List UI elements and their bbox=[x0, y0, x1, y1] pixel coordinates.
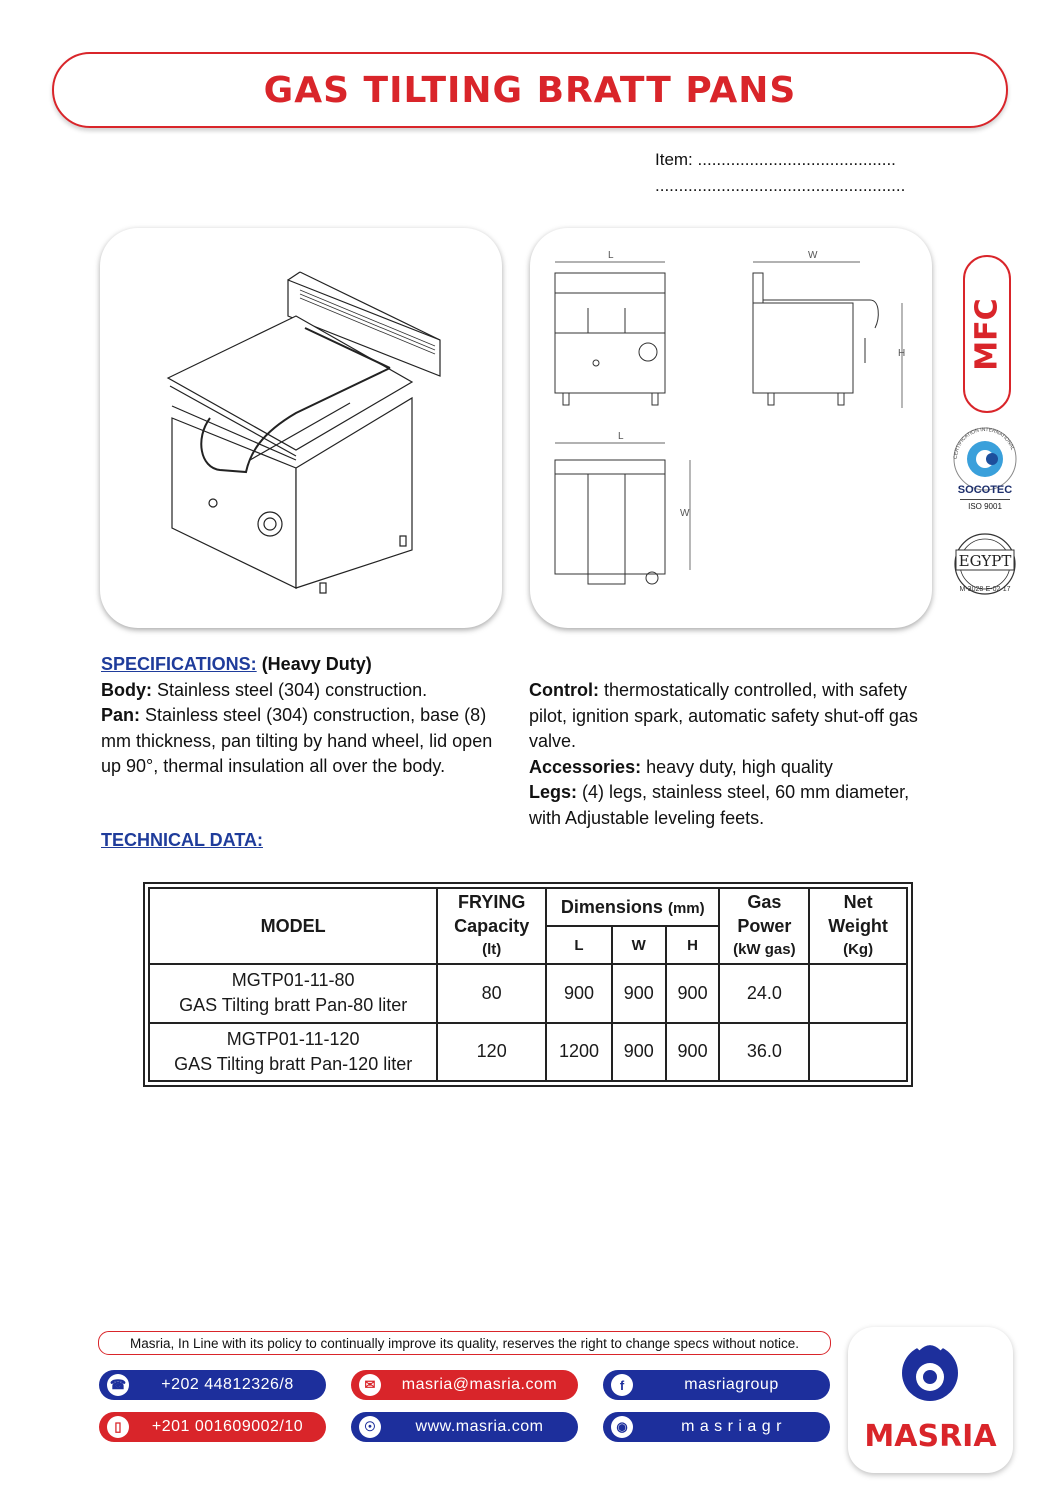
instagram-pill[interactable] bbox=[603, 1412, 830, 1442]
cell-L: 1200 bbox=[546, 1023, 612, 1082]
label-L-front: L bbox=[608, 250, 614, 261]
egypt-badge bbox=[948, 532, 1022, 602]
egypt-code: M-3028-E-02-17 bbox=[959, 586, 1011, 593]
socotec-ring-text: CERTIFICATION INTERNATIONAL bbox=[952, 426, 1016, 460]
cell-model bbox=[149, 1023, 437, 1082]
socotec-text: SOCOTEC bbox=[957, 484, 1013, 496]
spec-legs bbox=[529, 780, 939, 831]
phone-icon: ☎ bbox=[107, 1374, 129, 1396]
brand-name: MASRIA bbox=[864, 1419, 997, 1454]
socotec-badge bbox=[948, 422, 1022, 514]
cell-H: 900 bbox=[666, 964, 720, 1023]
header-gas-1: Gas bbox=[747, 892, 782, 912]
label-W-side: W bbox=[808, 250, 818, 261]
specifications-heading-line bbox=[101, 652, 496, 678]
header-model: MODEL bbox=[149, 888, 437, 964]
technical-data-heading: TECHNICAL DATA: bbox=[101, 830, 263, 850]
facebook: masriagroup bbox=[684, 1376, 779, 1393]
item-field bbox=[655, 150, 896, 170]
technical-drawing-panel bbox=[530, 228, 932, 628]
cell-capacity: 120 bbox=[437, 1023, 546, 1082]
masria-logo-box bbox=[848, 1327, 1013, 1473]
header-net-1: Net bbox=[843, 892, 873, 912]
header-gas bbox=[719, 888, 809, 964]
model-code: MGTP01-11-80 bbox=[231, 970, 355, 991]
email-pill[interactable] bbox=[351, 1370, 578, 1400]
header-L: L bbox=[546, 926, 612, 964]
spec-accessories-text: heavy duty, high quality bbox=[641, 756, 833, 777]
spec-pan bbox=[101, 703, 496, 780]
footer-notice: Masria, In Line with its policy to continually improve its quality, reserves the right to change specs without notice. bbox=[98, 1331, 831, 1355]
mobile-icon: ▯ bbox=[107, 1416, 129, 1438]
title-banner bbox=[52, 52, 1008, 128]
technical-data-table bbox=[148, 887, 908, 1082]
table-header-row bbox=[149, 888, 907, 926]
header-net-2: Weight bbox=[828, 916, 888, 936]
table-row bbox=[149, 964, 907, 1023]
cell-weight bbox=[809, 1023, 907, 1082]
header-frying-unit: (lt) bbox=[482, 941, 502, 958]
model-desc: GAS Tilting bratt Pan-80 liter bbox=[179, 995, 408, 1016]
iso-text: ISO 9001 bbox=[960, 499, 1010, 511]
phone-1: +202 44812326/8 bbox=[161, 1376, 294, 1393]
model-code: MGTP01-11-120 bbox=[226, 1028, 360, 1049]
header-net bbox=[809, 888, 907, 964]
cell-W: 900 bbox=[612, 964, 666, 1023]
header-frying-1: FRYING bbox=[458, 892, 526, 912]
header-dims-unit: (mm) bbox=[667, 899, 705, 917]
specifications-heading: SPECIFICATIONS: bbox=[101, 654, 257, 674]
spec-legs-text: (4) legs, stainless steel, 60 mm diameter, with Adjustable leveling feets. bbox=[529, 782, 910, 828]
phone-pill-2[interactable] bbox=[99, 1412, 326, 1442]
header-dims-label: Dimensions bbox=[560, 896, 663, 917]
page-title: GAS TILTING BRATT PANS bbox=[263, 69, 797, 111]
cell-gas: 36.0 bbox=[719, 1023, 809, 1082]
spec-accessories bbox=[529, 755, 939, 781]
mail-icon: ✉ bbox=[359, 1374, 381, 1396]
dimension-drawings bbox=[530, 228, 932, 628]
item-label: Item: bbox=[655, 150, 693, 169]
facebook-icon: f bbox=[611, 1374, 633, 1396]
specifications-left bbox=[101, 652, 496, 780]
cell-weight bbox=[809, 964, 907, 1023]
spec-legs-label: Legs: bbox=[529, 782, 578, 802]
specifications-right bbox=[529, 678, 939, 831]
phone-2: +201 001609002/10 bbox=[151, 1418, 304, 1435]
label-L-top: L bbox=[618, 431, 624, 442]
bratt-pan-drawing bbox=[100, 228, 502, 628]
website: www.masria.com bbox=[415, 1418, 544, 1435]
specifications-note: (Heavy Duty) bbox=[261, 654, 372, 674]
label-W-top: W bbox=[680, 508, 690, 519]
spec-body-text: Stainless steel (304) construction. bbox=[152, 679, 428, 700]
technical-table bbox=[143, 882, 913, 1087]
cell-H: 900 bbox=[666, 1023, 720, 1082]
globe-icon: ☉ bbox=[359, 1416, 381, 1438]
product-image-panel bbox=[100, 228, 502, 628]
header-frying-2: Capacity bbox=[454, 916, 530, 936]
instagram-icon: ◉ bbox=[611, 1416, 633, 1438]
phone-pill-1[interactable] bbox=[99, 1370, 326, 1400]
spec-control bbox=[529, 678, 939, 755]
cell-L: 900 bbox=[546, 964, 612, 1023]
spec-accessories-label: Accessories: bbox=[529, 756, 642, 777]
header-net-unit: (Kg) bbox=[843, 941, 874, 958]
mfc-text: MFC bbox=[969, 297, 1005, 371]
spec-body-label: Body: bbox=[101, 679, 152, 700]
email: masria@masria.com bbox=[401, 1376, 558, 1393]
cell-capacity: 80 bbox=[437, 964, 546, 1023]
item-dots-2: ..................................................... bbox=[655, 176, 906, 195]
facebook-pill[interactable] bbox=[603, 1370, 830, 1400]
spec-pan-label: Pan: bbox=[101, 705, 141, 725]
spec-pan-text: Stainless steel (304) construction, base (8) mm thickness, pan tilting by hand wheel, lid open up 90°, thermal insulation all over the body. bbox=[101, 705, 493, 776]
header-frying bbox=[437, 888, 546, 964]
header-W: W bbox=[612, 926, 666, 964]
cell-gas: 24.0 bbox=[719, 964, 809, 1023]
header-dimensions bbox=[546, 888, 719, 926]
model-desc: GAS Tilting bratt Pan-120 liter bbox=[174, 1053, 413, 1074]
spec-control-text: thermostatically controlled, with safety pilot, ignition spark, automatic safety shut-off gas valve. bbox=[529, 680, 918, 751]
egypt-text: EGYPT bbox=[958, 552, 1012, 570]
label-H-side: H bbox=[898, 348, 906, 359]
header-gas-2: Power bbox=[737, 916, 792, 936]
spec-control-label: Control: bbox=[529, 680, 599, 700]
table-row bbox=[149, 1023, 907, 1082]
spec-body bbox=[101, 678, 496, 704]
cell-W: 900 bbox=[612, 1023, 666, 1082]
header-gas-unit: (kW gas) bbox=[733, 941, 796, 958]
cell-model bbox=[149, 964, 437, 1023]
item-dots-1: .......................................... bbox=[697, 150, 896, 169]
header-H: H bbox=[666, 926, 720, 964]
mfc-badge bbox=[963, 255, 1011, 413]
web-pill[interactable] bbox=[351, 1412, 578, 1442]
instagram: m a s r i a g r bbox=[681, 1418, 782, 1435]
